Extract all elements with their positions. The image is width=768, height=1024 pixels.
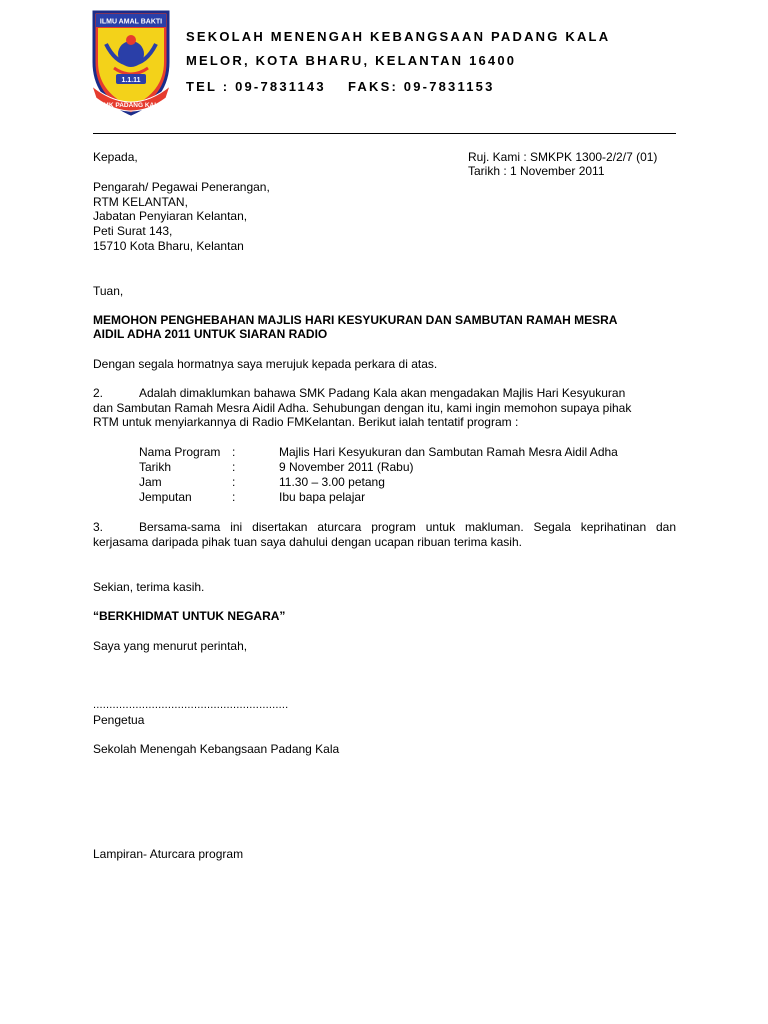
program-value: Ibu bapa pelajar — [279, 490, 366, 504]
motto-banner-text: ILMU AMAL BAKTI — [99, 18, 163, 26]
program-sep: : — [232, 445, 236, 459]
recipient-line: 15710 Kota Bharu, Kelantan — [93, 239, 244, 253]
recipient-line: Jabatan Penyiaran Kelantan, — [93, 209, 248, 223]
signatory-title: Pengetua — [93, 713, 145, 727]
reference-number: Ruj. Kami : SMKPK 1300-2/2/7 (01) — [468, 150, 658, 164]
paragraph-2-line: Adalah dimaklumkan bahawa SMK Padang Kala akan mengadakan Majlis Hari Kesyukuran — [139, 386, 626, 400]
header-divider — [93, 133, 676, 134]
letter-date: Tarikh : 1 November 2011 — [468, 164, 605, 178]
school-name: SEKOLAH MENENGAH KEBANGSAAN PADANG KALA — [186, 29, 611, 44]
paragraph-3-line: kerjasama daripada pihak tuan saya dahului dengan ucapan ribuan terima kasih. — [93, 535, 522, 549]
closing: Sekian, terima kasih. — [93, 580, 205, 594]
paragraph-2-number: 2. — [93, 386, 104, 400]
program-label: Tarikh — [139, 460, 172, 474]
program-sep: : — [232, 475, 236, 489]
signature-line: ............................................................ — [93, 699, 289, 711]
paragraph-2-line: dan Sambutan Ramah Mesra Aidil Adha. Sehubungan dengan itu, kami ingin memohon supaya pihak — [93, 401, 632, 415]
program-label: Jam — [139, 475, 162, 489]
person-head-icon — [126, 35, 136, 45]
program-sep: : — [232, 460, 236, 474]
paragraph-2-line: RTM untuk menyiarkannya di Radio FMKelantan. Berikut ialah tentatif program : — [93, 415, 519, 429]
greeting: Tuan, — [93, 284, 124, 298]
ribbon-text: SMK PADANG KALA — [99, 102, 163, 109]
crest-number: 1.1.11 — [121, 77, 141, 84]
program-value: 11.30 – 3.00 petang — [279, 475, 385, 489]
recipient-line: Peti Surat 143, — [93, 224, 173, 238]
recipient-line: RTM KELANTAN, — [93, 195, 188, 209]
subject-line: AIDIL ADHA 2011 UNTUK SIARAN RADIO — [93, 327, 328, 341]
program-label: Nama Program — [139, 445, 221, 459]
signatory-organisation: Sekolah Menengah Kebangsaan Padang Kala — [93, 742, 340, 756]
phone-number: TEL : 09-7831143 — [186, 79, 326, 94]
attachment-note: Lampiran- Aturcara program — [93, 847, 244, 861]
paragraph-1: Dengan segala hormatnya saya merujuk kepada perkara di atas. — [93, 357, 438, 371]
program-label: Jemputan — [139, 490, 192, 504]
program-value: Majlis Hari Kesyukuran dan Sambutan Ramah Mesra Aidil Adha — [279, 445, 618, 459]
school-address: MELOR, KOTA BHARU, KELANTAN 16400 — [186, 53, 517, 68]
recipient-line: Pengarah/ Pegawai Penerangan, — [93, 180, 270, 194]
recipient-to: Kepada, — [93, 150, 138, 164]
paragraph-3-line: Bersama-sama ini disertakan aturcara program untuk makluman. Segala keprihatinan dan — [139, 520, 676, 534]
obedient-line: Saya yang menurut perintah, — [93, 639, 248, 653]
school-motto: “BERKHIDMAT UNTUK NEGARA” — [93, 609, 286, 623]
paragraph-3-number: 3. — [93, 520, 104, 534]
subject-line: MEMOHON PENGHEBAHAN MAJLIS HARI KESYUKURAN DAN SAMBUTAN RAMAH MESRA — [93, 313, 618, 327]
fax-number: FAKS: 09-7831153 — [348, 79, 495, 94]
school-crest-logo — [86, 6, 176, 118]
program-sep: : — [232, 490, 236, 504]
program-value: 9 November 2011 (Rabu) — [279, 460, 414, 474]
